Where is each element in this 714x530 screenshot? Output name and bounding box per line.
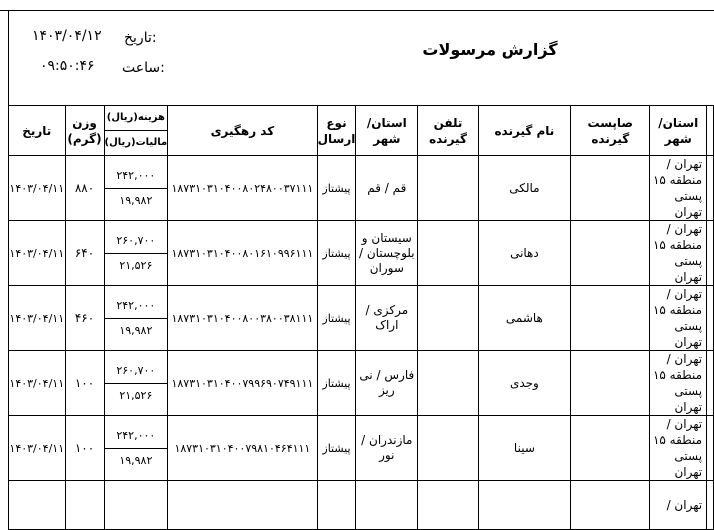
- cell-empty: [571, 481, 650, 530]
- header-origin-city: استان/ شهر: [650, 106, 707, 156]
- cell-send-type: پیشتاز: [317, 156, 356, 221]
- cell-origin: تهران /: [650, 481, 707, 530]
- cell-date: ۱۴۰۳/۰۴/۱۱: [9, 156, 66, 221]
- table-row: [9, 156, 714, 221]
- table-row: [9, 351, 714, 416]
- cell-phone: [418, 156, 478, 221]
- header-weight: وزن (گرم): [65, 106, 104, 156]
- cell-phone: [418, 351, 478, 416]
- header-send-type: نوع ارسال: [317, 106, 356, 156]
- cell-tax-value: ۱۹,۹۸۲: [119, 453, 153, 467]
- cell-tax-value: ۲۱,۵۲۶: [119, 258, 153, 272]
- cell-name: سینا: [478, 416, 570, 481]
- cell-send-type: پیشتاز: [317, 221, 356, 286]
- cell-tax-value: ۲۱,۵۲۶: [119, 388, 153, 402]
- cell-post: [571, 221, 650, 286]
- cell-cost: [104, 416, 168, 481]
- cell-tracking: ۱۸۷۳۱۰۳۱۰۴۰۰۸۰۱۶۱۰۹۹۶۱۱۱: [168, 221, 317, 286]
- table-row: [9, 286, 714, 351]
- header-tax-label: مالیات(ریال): [104, 137, 168, 148]
- header-recv-name: نام گیرنده: [478, 106, 570, 156]
- cell-empty: [317, 481, 356, 530]
- cell-post: [571, 286, 650, 351]
- cell-name: مالکی: [478, 156, 570, 221]
- cell-empty: [9, 481, 66, 530]
- table-row: [9, 221, 714, 286]
- cell-extra: [707, 221, 714, 286]
- cell-tax-value: ۱۹,۹۸۲: [119, 323, 153, 337]
- cell-empty: [168, 481, 317, 530]
- table-row-partial: [9, 481, 714, 530]
- cell-phone: [418, 221, 478, 286]
- cell-extra: [707, 416, 714, 481]
- cell-cost: [104, 221, 168, 286]
- cell-date: ۱۴۰۳/۰۴/۱۱: [9, 221, 66, 286]
- time-label: ساعت:: [122, 60, 165, 76]
- cell-tax-value: ۱۹,۹۸۲: [119, 193, 153, 207]
- cell-cost: [104, 351, 168, 416]
- cell-weight: ۶۴۰: [65, 221, 104, 286]
- cell-send-type: پیشتاز: [317, 351, 356, 416]
- cell-send-type: پیشتاز: [317, 416, 356, 481]
- cell-phone: [418, 416, 478, 481]
- table-row: [9, 416, 714, 481]
- cell-dest: سیستان و بلوچستان / سوران: [356, 221, 418, 286]
- cell-date: ۱۴۰۳/۰۴/۱۱: [9, 286, 66, 351]
- cell-tracking: ۱۸۷۳۱۰۳۱۰۴۰۰۸۰۰۳۸۰۰۳۸۱۱۱: [168, 286, 317, 351]
- date-value: ۱۴۰۳/۰۴/۱۲: [32, 28, 102, 44]
- cell-origin: تهران / منطقه ۱۵ پستی تهران: [650, 286, 707, 351]
- cell-cost-value: ۲۶۰,۷۰۰: [105, 229, 168, 254]
- cell-cost-value: ۲۴۲,۰۰۰: [105, 424, 168, 449]
- report-title: گزارش مرسولات: [422, 40, 558, 59]
- cell-tracking: ۱۸۷۳۱۰۳۱۰۴۰۰۷۹۹۶۹۰۷۴۹۱۱۱: [168, 351, 317, 416]
- cell-tracking: ۱۸۷۳۱۰۳۱۰۴۰۰۷۹۸۱۰۴۶۴۱۱۱: [168, 416, 317, 481]
- cell-date: ۱۴۰۳/۰۴/۱۱: [9, 416, 66, 481]
- header-extra: [707, 106, 714, 156]
- cell-extra: [707, 286, 714, 351]
- header-recv-phone: تلفن گیرنده: [418, 106, 478, 156]
- cell-dest: مرکزی / اراک: [356, 286, 418, 351]
- header-date: تاریخ: [9, 106, 66, 156]
- cell-cost: [104, 286, 168, 351]
- cell-name: دهانی: [478, 221, 570, 286]
- cell-weight: ۴۶۰: [65, 286, 104, 351]
- cell-dest: مازندران / نور: [356, 416, 418, 481]
- cell-empty: [478, 481, 570, 530]
- date-label: تاریخ:: [124, 30, 157, 46]
- cell-cost-value: ۲۶۰,۷۰۰: [105, 359, 168, 384]
- cell-cost-value: ۲۴۲,۰۰۰: [105, 294, 168, 319]
- cell-cost-value: ۲۴۲,۰۰۰: [105, 164, 168, 189]
- time-value: ۰۹:۵۰:۴۶: [40, 58, 95, 74]
- cell-date: ۱۴۰۳/۰۴/۱۱: [9, 351, 66, 416]
- cell-empty: [356, 481, 418, 530]
- page-top-border: [0, 10, 714, 11]
- cell-extra: [707, 481, 714, 530]
- cell-post: [571, 416, 650, 481]
- cell-weight: ۱۰۰: [65, 416, 104, 481]
- header-recv-post: صاپست گیرنده: [571, 106, 650, 156]
- cell-empty: [104, 481, 168, 530]
- cell-empty: [418, 481, 478, 530]
- cell-name: هاشمی: [478, 286, 570, 351]
- cell-origin: تهران / منطقه ۱۵ پستی تهران: [650, 416, 707, 481]
- header-dest-city: استان/ شهر: [356, 106, 418, 156]
- cell-cost: [104, 156, 168, 221]
- table-header-row: [9, 106, 714, 156]
- cell-origin: تهران / منطقه ۱۵ پستی تهران: [650, 156, 707, 221]
- cell-send-type: پیشتاز: [317, 286, 356, 351]
- shipments-table: [8, 105, 714, 530]
- cell-post: [571, 156, 650, 221]
- header-cost: [104, 106, 168, 156]
- cell-weight: ۸۸۰: [65, 156, 104, 221]
- cell-post: [571, 351, 650, 416]
- cell-origin: تهران / منطقه ۱۵ پستی تهران: [650, 221, 707, 286]
- header-tracking: کد رهگیری: [168, 106, 317, 156]
- cell-name: وجدی: [478, 351, 570, 416]
- cell-dest: فارس / نی ریز: [356, 351, 418, 416]
- cell-extra: [707, 351, 714, 416]
- header-cost-label: هزینه(ریال): [105, 106, 168, 131]
- cell-tracking: ۱۸۷۳۱۰۳۱۰۴۰۰۸۰۲۴۸۰۰۳۷۱۱۱: [168, 156, 317, 221]
- cell-dest: قم / قم: [356, 156, 418, 221]
- cell-phone: [418, 286, 478, 351]
- cell-extra: [707, 156, 714, 221]
- cell-empty: [65, 481, 104, 530]
- cell-origin: تهران / منطقه ۱۵ پستی تهران: [650, 351, 707, 416]
- cell-weight: ۱۰۰: [65, 351, 104, 416]
